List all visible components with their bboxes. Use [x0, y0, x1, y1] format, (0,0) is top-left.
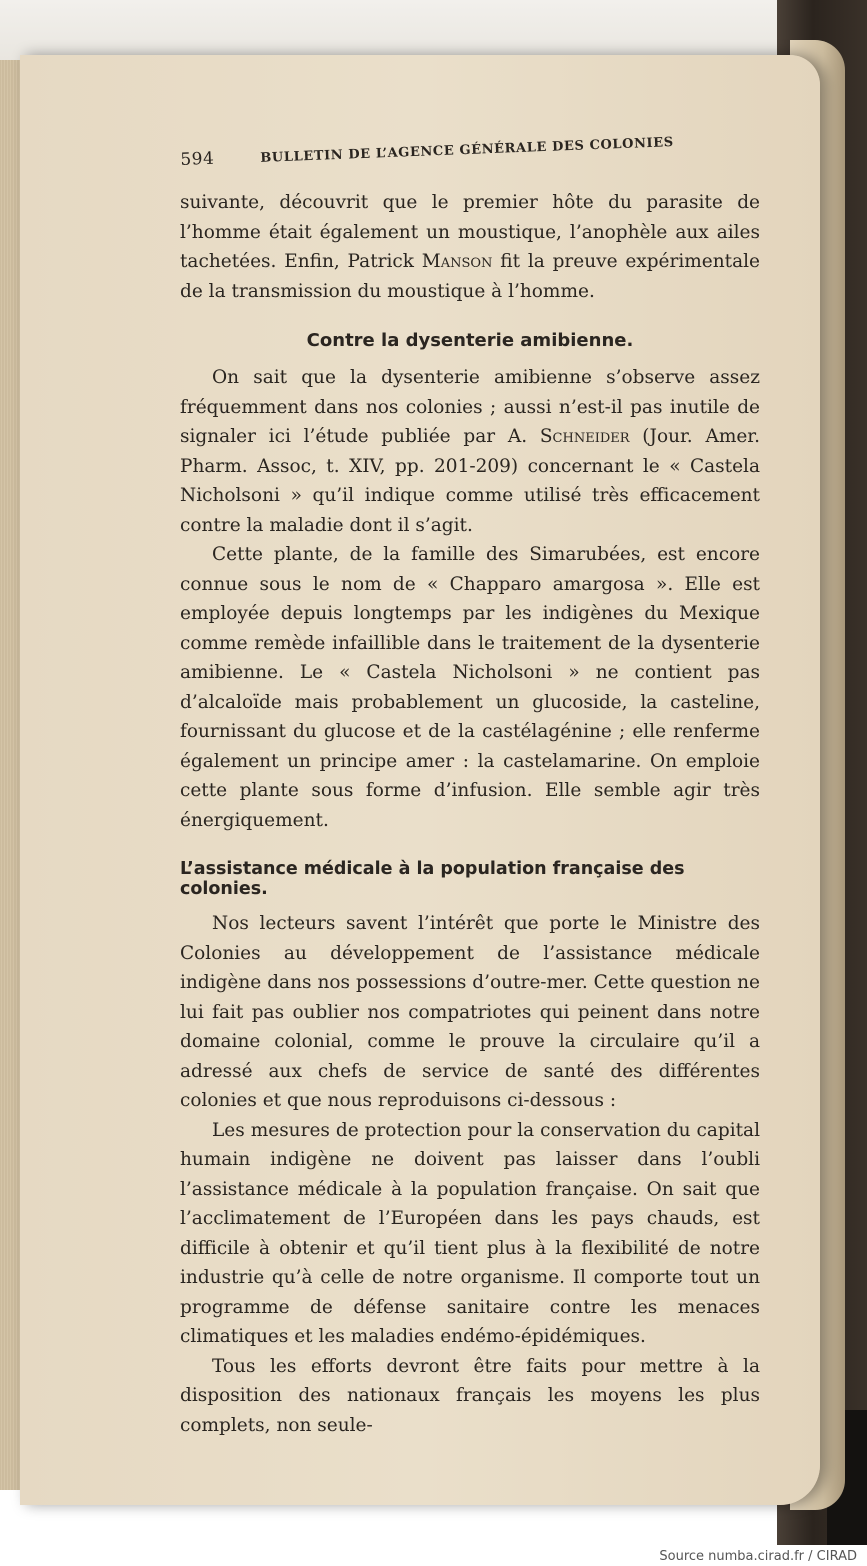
intro-text-end: fit la preuve expérimentale de la transmission du moustique à l’homme. — [180, 251, 760, 302]
source-credit: Source numba.cirad.fr / CIRAD — [659, 1549, 857, 1564]
author-name-schneider: Schneider — [539, 426, 630, 447]
running-head: BULLETIN DE L’AGENCE GÉNÉRALE DES COLONIES — [260, 135, 674, 166]
page-number: 594 — [180, 148, 215, 170]
section-heading-medical-assistance: L’assistance médicale à la population française des colonies. — [180, 859, 685, 899]
assistance-paragraph-1: Nos lecteurs savent l’intérêt que porte le Ministre des Colonies au développement de l’assistance médicale indigène dans nos possessions d’outre-mer. Cette question ne lui fait pas oublier nos compatriotes qui peinent dans notre domaine colonial, comme le prouve la circulaire qu’il a adressé aux chefs de service de santé des différentes colonies et que nous reproduisons ci-dessous : — [180, 913, 760, 1111]
intro-paragraph — [180, 188, 760, 306]
dysentery-paragraph-1 — [180, 363, 760, 540]
source-bar — [0, 1545, 867, 1566]
intro-text: suivante, découvrit que le premier hôte du parasite de l’homme était également un moustique, l’anophèle aux ailes tachetées. Enfin, Patrick — [180, 192, 760, 272]
dysentery-paragraph-2: Cette plante, de la famille des Simarubées, est encore connue sous le nom de « Chapparo amargosa ». Elle est employée depuis longtemps par les indigènes du Mexique comme remède infaillible dans le traitement de la dysenterie amibienne. Le « Castela Nicholsoni » ne contient pas d’alcaloïde mais probablement un glucoside, la casteline, fournissant du glucose et de la castélagénine ; elle renferme également un principe amer : la castelamarine. On emploie cette plante sous forme d’infusion. Elle semble agir très énergiquement. — [180, 544, 760, 831]
scan-background — [0, 0, 867, 60]
assistance-paragraph-2: Les mesures de protection pour la conservation du capital humain indigène ne doivent pas laisser dans l’oubli l’assistance médicale à la population française. On sait que l’acclimatement de l’Européen dans les pays chauds, est difficile à obtenir et qu’il tient plus à la flexibilité de notre industrie qu’à celle de notre organisme. Il comporte tout un programme de défense sanitaire contre les menaces climatiques et les maladies endémo-épidémiques. — [180, 1119, 760, 1347]
dysentery-p1-text: On sait que la dysenterie amibienne s’observe assez fréquemment dans nos colonies ; aussi n’est-il pas inutile de signaler ici l’étude publiée par A. — [180, 367, 760, 447]
dysentery-p1-text-end: (Jour. Amer. Pharm. Assoc, t. XIV, pp. 201-209) concernant le « Castela Nicholsoni » qu’il indique comme utilisé très efficacement contre la maladie dont il s’agit. — [180, 426, 760, 536]
section-heading-dysentery: Contre la dysenterie amibienne. — [306, 330, 634, 351]
assistance-paragraph-3: Tous les efforts devront être faits pour mettre à la disposition des nationaux français les moyens les plus complets, non seule- — [180, 1355, 760, 1436]
author-name-manson: Manson — [421, 251, 493, 272]
page-text — [180, 135, 760, 1440]
